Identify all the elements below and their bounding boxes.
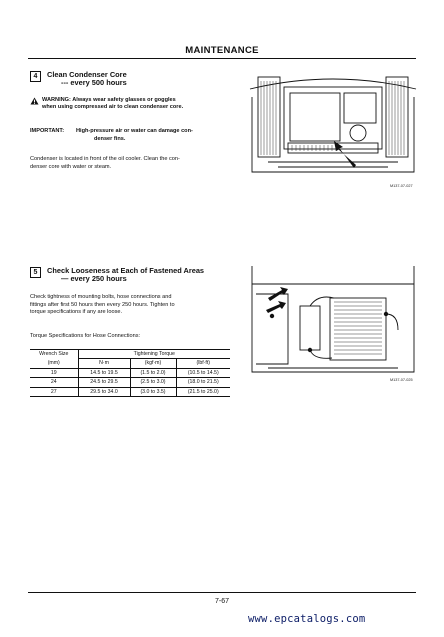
table-cell-lbfft: (10.5 to 14.5) bbox=[176, 368, 230, 377]
table-cell-lbfft: (18.0 to 21.5) bbox=[176, 378, 230, 387]
figure-caption-1: M137-07-027 bbox=[390, 184, 413, 188]
looseness-paragraph bbox=[30, 294, 232, 317]
warning-text bbox=[42, 97, 232, 111]
table-cell-nm: 24.5 to 29.5 bbox=[78, 378, 130, 387]
section-title-4: Clean Condenser Core bbox=[47, 70, 127, 79]
important-line: denser fins. bbox=[94, 135, 126, 142]
table-cell-kgfm: (1.5 to 2.0) bbox=[130, 368, 176, 377]
table-cell-size: 27 bbox=[30, 387, 78, 396]
table-cell-kgfm: (3.0 to 3.5) bbox=[130, 387, 176, 396]
page-number: 7-67 bbox=[214, 598, 229, 605]
figure-caption-2: M137-07-025 bbox=[390, 378, 413, 382]
table-row bbox=[30, 368, 230, 377]
header-divider bbox=[28, 58, 416, 59]
warning-icon bbox=[30, 97, 39, 105]
warning-line: when using compressed air to clean condenser core. bbox=[42, 104, 184, 111]
table-cell-kgfm: (2.5 to 3.0) bbox=[130, 378, 176, 387]
section-title-5: Check Looseness at Each of Fastened Areas bbox=[47, 266, 205, 275]
table-cell-size: 19 bbox=[30, 368, 78, 377]
paragraph-line: torque specifications if any are loose. bbox=[30, 309, 123, 316]
torque-heading: Torque Specifications for Hose Connections: bbox=[30, 333, 141, 339]
warning-line: WARNING: Always wear safety glasses or goggles bbox=[42, 97, 176, 103]
condenser-paragraph bbox=[30, 156, 232, 171]
important-text bbox=[76, 128, 232, 143]
watermark-link[interactable]: www.epcatalogs.com bbox=[248, 613, 366, 625]
torque-table bbox=[30, 349, 230, 397]
paragraph-line: denser core with water or steam. bbox=[30, 163, 112, 170]
table-header-nm: N·m bbox=[78, 359, 130, 368]
section-subtitle-5: — every 250 hours bbox=[61, 274, 127, 283]
section-number-5: 5 bbox=[30, 267, 41, 278]
paragraph-line: Check tightness of mounting bolts, hose connections and bbox=[30, 294, 172, 300]
footer-divider bbox=[28, 592, 416, 593]
section-number-4: 4 bbox=[30, 71, 41, 82]
table-cell-nm: 29.5 to 34.0 bbox=[78, 387, 130, 396]
paragraph-line: Condenser is located in front of the oil cooler. Clean the con- bbox=[30, 156, 180, 162]
condenser-illustration bbox=[248, 67, 418, 182]
table-cell-nm: 14.5 to 19.5 bbox=[78, 368, 130, 377]
table-header-lbfft: (lbf·ft) bbox=[176, 359, 230, 368]
page-title: MAINTENANCE bbox=[185, 45, 259, 56]
table-row bbox=[30, 387, 230, 396]
table-cell-lbfft: (21.5 to 25.0) bbox=[176, 387, 230, 396]
important-line: High-pressure air or water can damage con- bbox=[76, 128, 193, 134]
table-header-wrench: Wrench Size bbox=[30, 350, 78, 359]
table-header-kgfm: (kgf·m) bbox=[130, 359, 176, 368]
table-cell-size: 24 bbox=[30, 378, 78, 387]
table-row bbox=[30, 378, 230, 387]
section-subtitle-4: --- every 500 hours bbox=[61, 78, 127, 87]
fastened-areas-illustration bbox=[248, 264, 418, 376]
important-label: IMPORTANT: bbox=[30, 128, 65, 134]
paragraph-line: fittings after first 50 hours then every 250 hours. Tighten to bbox=[30, 301, 175, 308]
table-header-wrench-unit: (mm) bbox=[30, 359, 78, 368]
table-header-torque: Tightening Torque bbox=[78, 350, 230, 359]
